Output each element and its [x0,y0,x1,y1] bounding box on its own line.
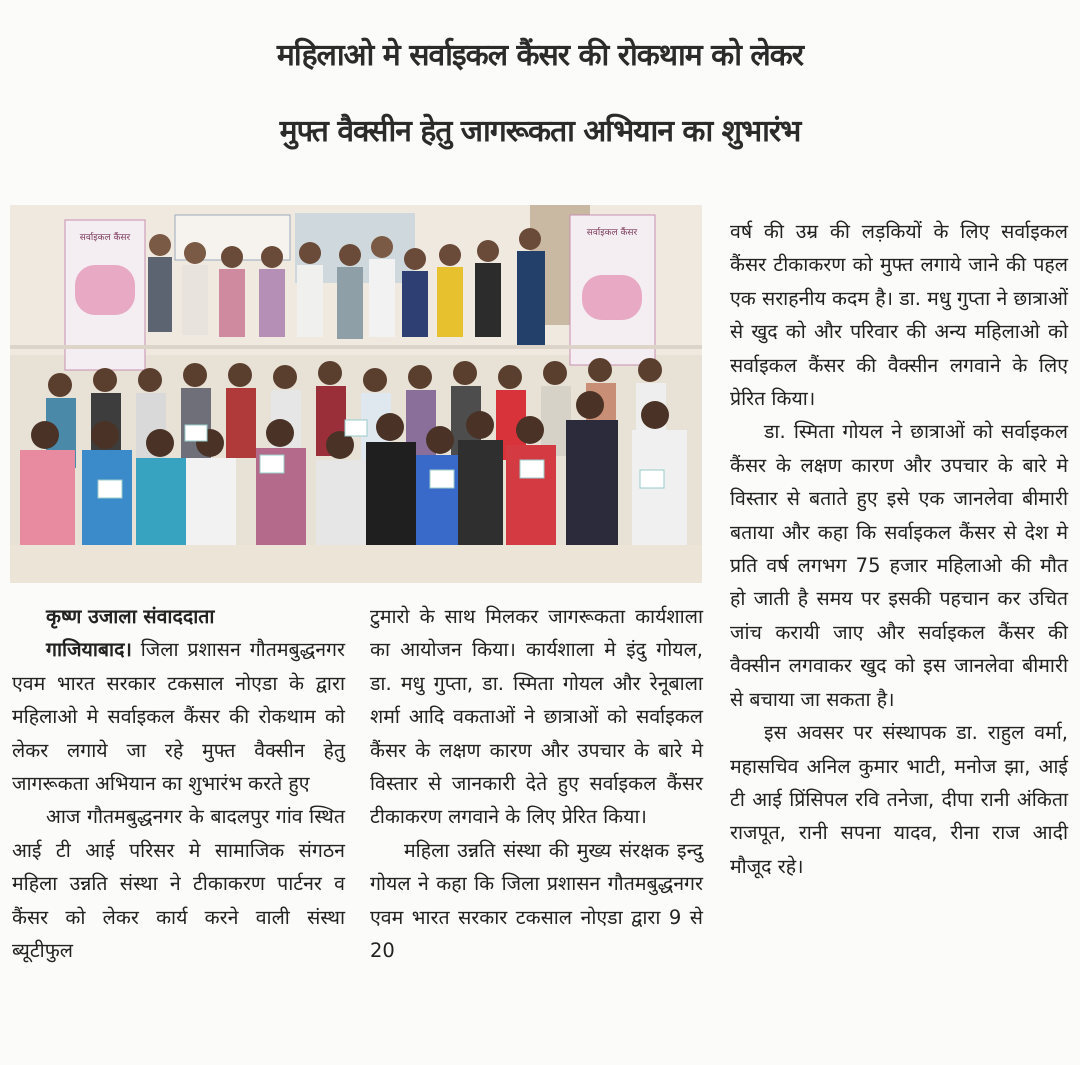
headline-line-1: महिलाओ मे सर्वाइकल कैंसर की रोकथाम को लेकर [276,38,804,73]
article-column-2 [370,600,703,967]
col1-paragraph-1: जिला प्रशासन गौतमबुद्धनगर एवम भारत सरकार टकसाल नोएडा के द्वारा महिलाओ मे सर्वाइकल कैंसर की रोकथाम को लेकर लगाये जा रहे मुफ्त वैक्सीन हेतु जागरूकता अभियान का शुभारंभ करते हुए [12,638,345,796]
col3-paragraph-3: इस अवसर पर संस्थापक डा. राहुल वर्मा, महासचिव अनिल कुमार भाटी, मनोज झा, आई टी आई प्रिंसिपल रवि तनेजा, दीपा रानी अंकिता राजपूत, रानी सपना यादव, रीना राज आदी मौजूद रहे। [730,721,1068,878]
poster-left-text: सर्वाइकल कैंसर [79,233,131,243]
col3-paragraph-1: वर्ष की उम्र की लड़कियों के लिए सर्वाइकल कैंसर टीकाकरण को मुफ्त लगाये जाने की पहल एक सराहनीय कदम है। डा. मधु गुप्ता ने छात्राओं से खुद को और परिवार की अन्य महिलाओ को सर्वाइकल कैंसर की वैक्सीन लगवाने के लिए प्रेरित किया। [730,220,1068,411]
col1-paragraph-2: आज गौतमबुद्धनगर के बादलपुर गांव स्थित आई टी आई परिसर मे सामाजिक संगठन महिला उन्नति संस्था ने टीकाकरण पार्टनर व कैंसर को लेकर कार्य करने वाली संस्था ब्यूटीफुल [12,805,345,963]
group-photo-illustration [10,205,702,583]
headline-line-2: मुफ्त वैक्सीन हेतु जागरूकता अभियान का शुभारंभ [279,114,801,149]
col2-paragraph-1: टुमारो के साथ मिलकर जागरूकता कार्यशाला का आयोजन किया। कार्यशाला मे इंदु गोयल, डा. मधु गुप्ता, डा. स्मिता गोयल और रेनूबाला शर्मा आदि वकताओं ने छात्राओं को सर्वाइकल कैंसर के लक्षण कारण और उपचार के बारे मे विस्तार से जानकारी देते हुए सर्वाइकल कैंसर टीकाकरण लगवाने के लिए प्रेरित किया। [370,605,703,829]
col2-paragraph-2: महिला उन्नति संस्था की मुख्य संरक्षक इन्दु गोयल ने कहा कि जिला प्रशासन गौतमबुद्धनगर एवम भारत सरकार टकसाल नोएडा द्वारा 9 से 20 [370,838,703,963]
headline [0,18,1080,170]
poster-right-text: सर्वाइकल कैंसर [586,228,638,238]
article-column-3 [730,215,1068,883]
dateline: गाजियाबाद। [46,638,132,662]
col3-paragraph-2: डा. स्मिता गोयल ने छात्राओं को सर्वाइकल कैंसर के लक्षण कारण और उपचार के बारे मे विस्तार से बताते हुए इसे एक जानलेवा बीमारी बताया और कहा कि सर्वाइकल कैंसर से देश मे प्रति वर्ष लगभग 75 हजार महिलाओ की मौत हो जाती है समय पर इसकी पहचान कर उचित जांच करायी जाए और सर्वाइकल कैंसर की वैक्सीन लगवाकर खुद को इस जानलेवा बीमारी से बचाया जा सकता है। [730,420,1068,711]
article-column-1 [12,600,345,967]
group-photo [10,205,702,583]
byline: कृष्ण उजाला संवाददाता [46,605,215,628]
